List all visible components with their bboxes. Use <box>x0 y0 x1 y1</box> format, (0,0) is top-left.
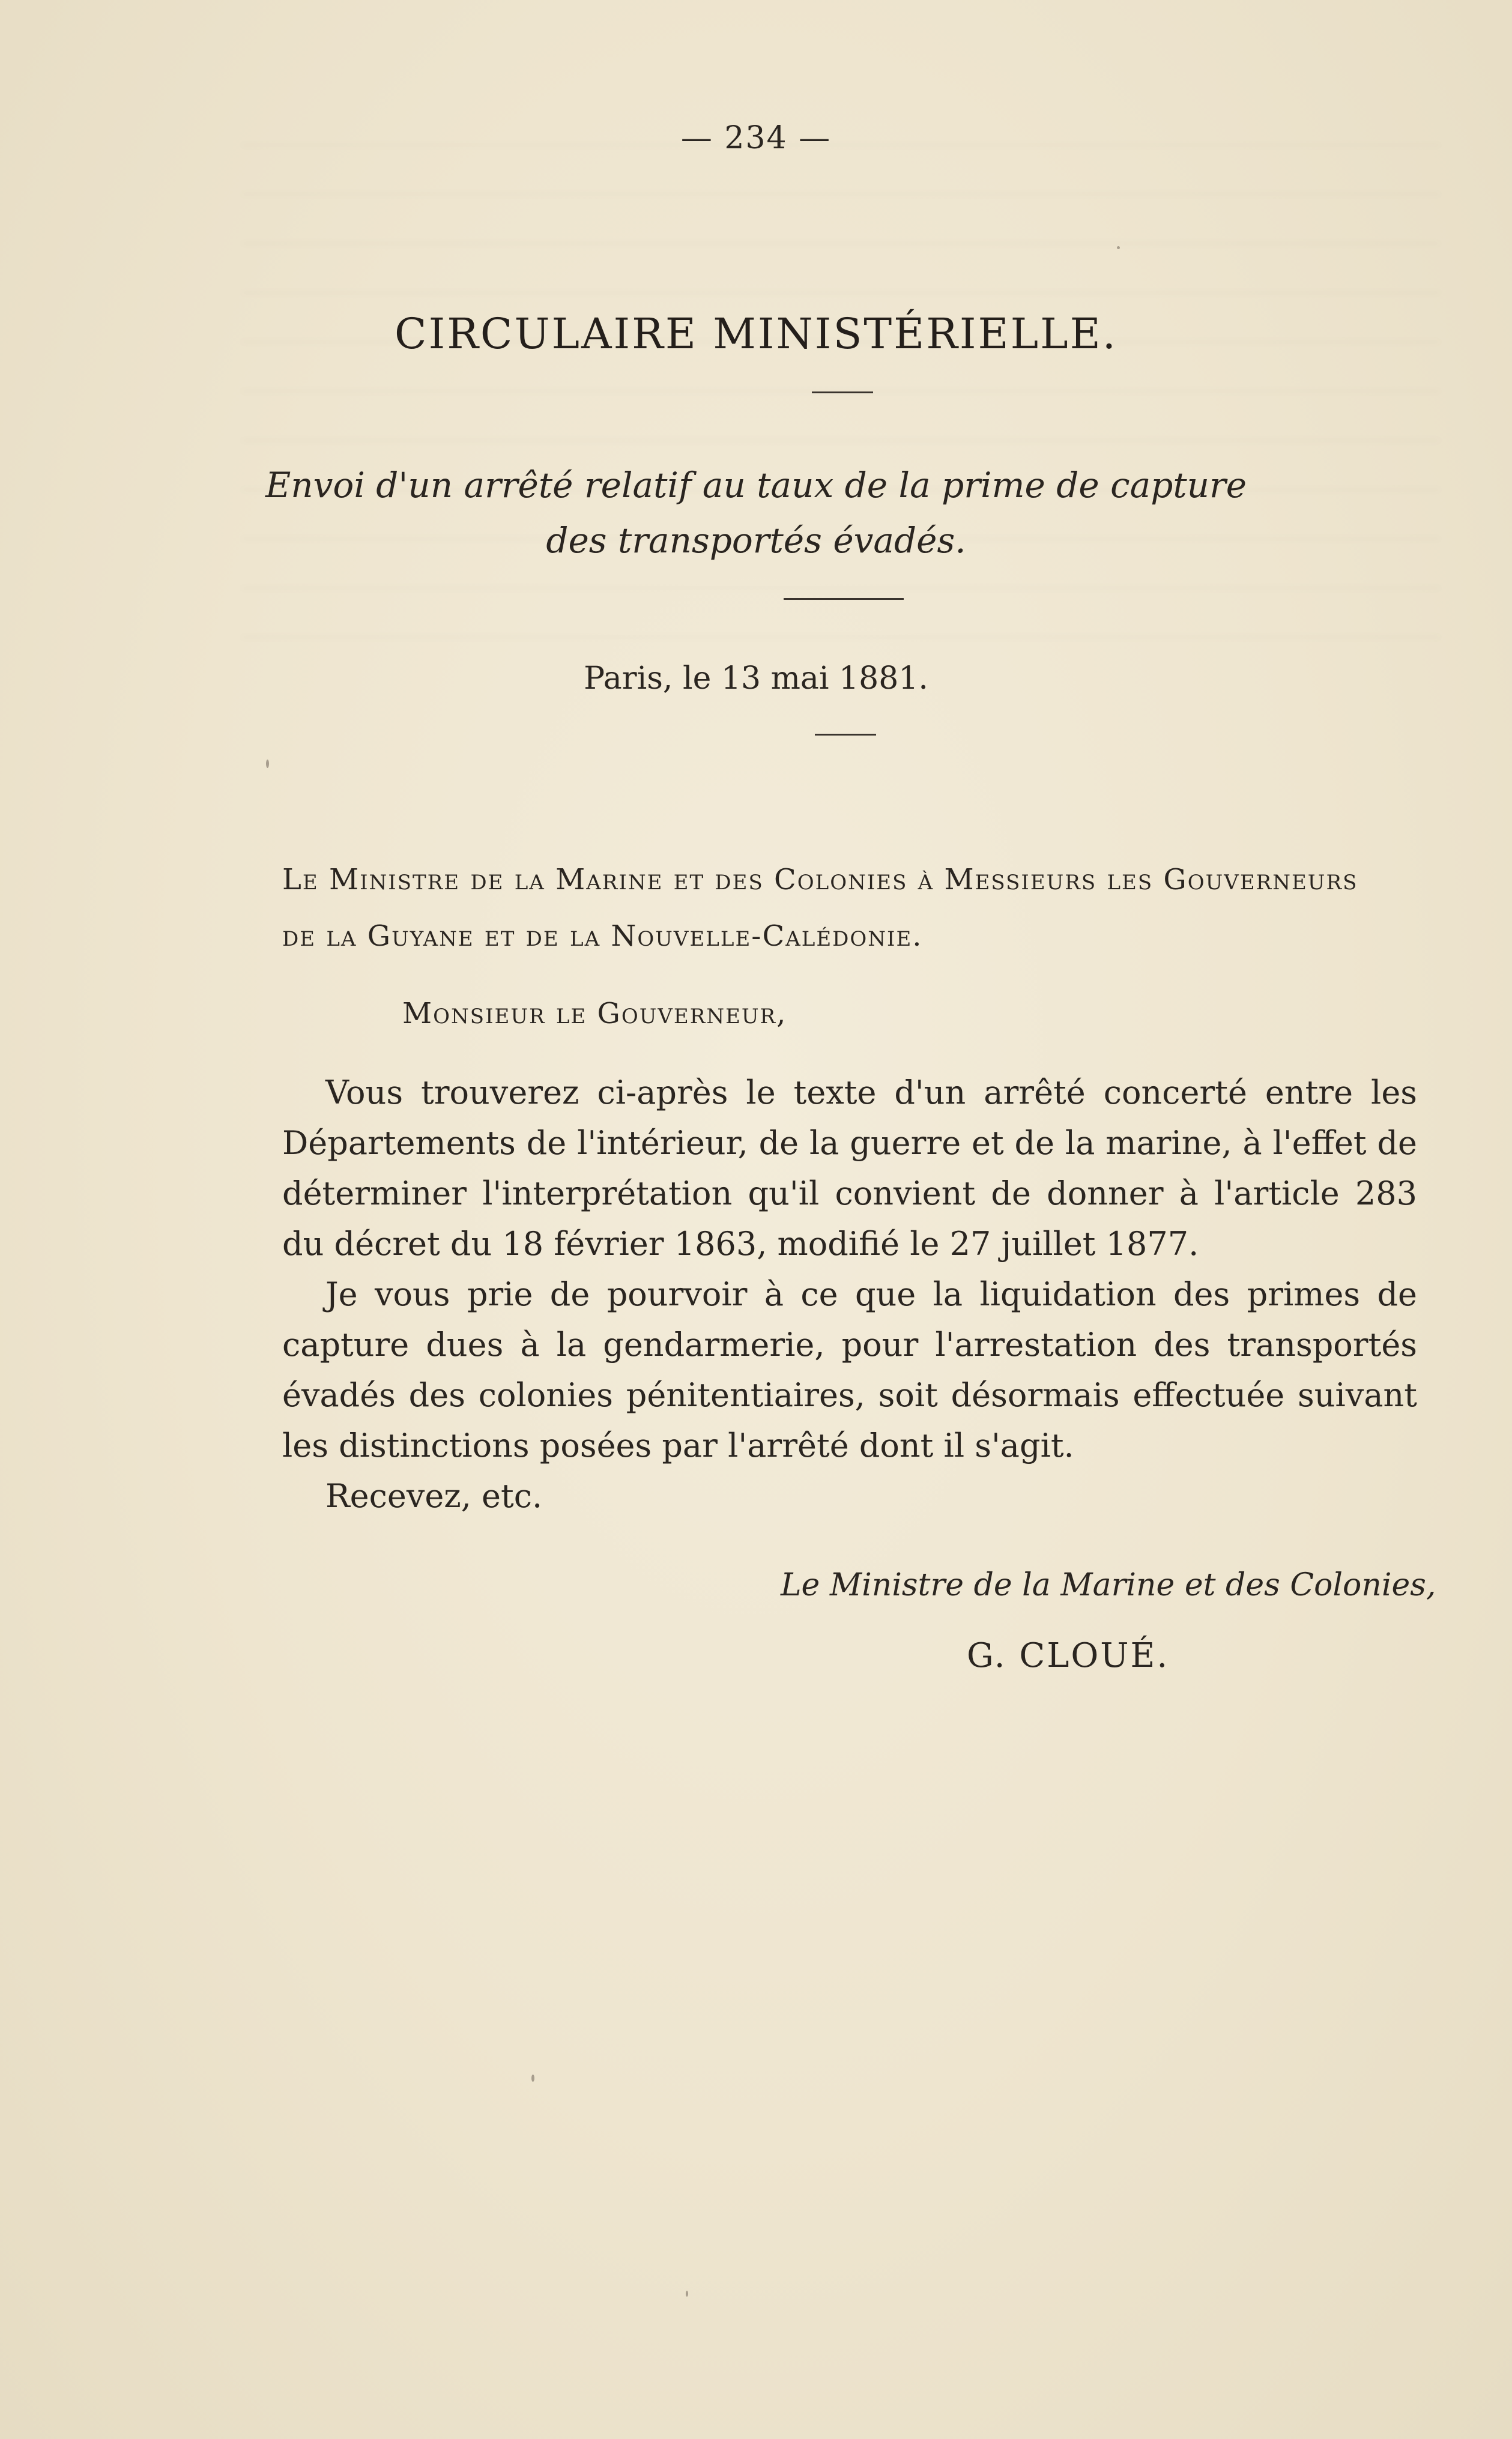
date-divider <box>815 734 876 736</box>
signatory-name: G. CLOUÉ. <box>967 1636 1170 1675</box>
subject-heading <box>0 458 1512 568</box>
paper-speck <box>1117 246 1120 249</box>
paper-speck <box>686 2291 688 2297</box>
page-number: — 234 — <box>680 120 832 156</box>
body-paragraph: Je vous prie de pourvoir à ce que la liquidation des primes de capture dues à la gendarmerie, pour l'arrestation des transportés évadés des colonies pénitentiaires, soit désormais effectuée suivant les distinctions posées par l'arrêté dont il s'agit. <box>282 1275 1417 1464</box>
signatory-title: Le Ministre de la Marine et des Colonies, <box>781 1567 1436 1603</box>
closing-formula: Recevez, etc. <box>325 1477 543 1515</box>
address-line-1: Le Ministre de la Marine et des Colonies à Messieurs les Gouverneurs <box>282 863 1358 896</box>
body-paragraph: Vous trouverez ci-après le texte d'un arrêté concerté entre les Départements de l'intérieur, de la guerre et de la marine, à l'effet de déterminer l'interprétation qu'il convient de donner à l'article 283 du décret du 18 février 1863, modifié le 27 juillet 1877. <box>282 1074 1417 1263</box>
subject-line-1: Envoi d'un arrêté relatif au taux de la prime de capture <box>265 465 1247 506</box>
paper-speck <box>531 2075 534 2082</box>
salutation: Monsieur le Gouverneur, <box>402 997 787 1030</box>
address-line-2: de la Guyane et de la Nouvelle-Calédonie. <box>282 919 923 953</box>
subject-divider <box>784 598 904 600</box>
paper-speck <box>266 760 269 768</box>
letter-body <box>282 1068 1417 1522</box>
title-divider <box>812 391 873 393</box>
date-line: Paris, le 13 mai 1881. <box>584 660 928 697</box>
subject-line-2: des transportés évadés. <box>546 520 966 561</box>
show-through-texture <box>240 144 1441 685</box>
document-title: CIRCULAIRE MINISTÉRIELLE. <box>395 309 1117 358</box>
address-block <box>282 851 1423 964</box>
